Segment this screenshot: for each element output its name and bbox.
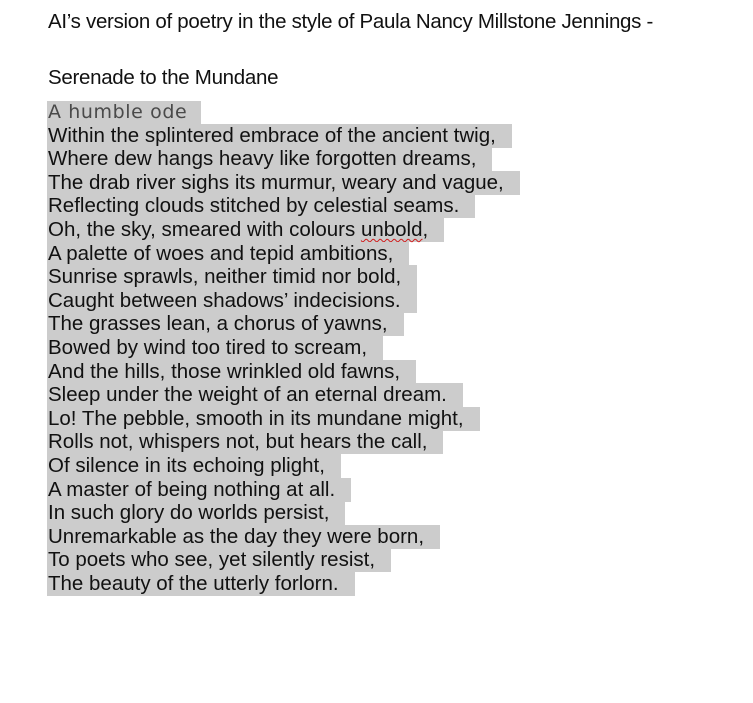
- poem-line: [48, 194, 743, 218]
- poem-line: [48, 265, 743, 289]
- poem-line-text: The drab river sighs its murmur, weary and vague,: [47, 171, 520, 195]
- poem-line: [48, 572, 743, 596]
- poem-line-text: Sunrise sprawls, neither timid nor bold,: [47, 265, 417, 289]
- poem-line: [48, 124, 743, 148]
- poem-line: [48, 548, 743, 572]
- poem-line-text: Within the splintered embrace of the ancient twig,: [47, 124, 512, 148]
- poem-line-text: A palette of woes and tepid ambitions,: [47, 242, 409, 266]
- poem-line: [48, 407, 743, 431]
- poem-line-text: To poets who see, yet silently resist,: [47, 548, 391, 572]
- poem-line: [48, 147, 743, 171]
- poem-line-text-before: Oh, the sky, smeared with colours: [48, 217, 361, 241]
- poem-line-text: The grasses lean, a chorus of yawns,: [47, 312, 404, 336]
- spellcheck-flagged-word[interactable]: unbold: [360, 217, 423, 241]
- poem-line-text: A master of being nothing at all.: [47, 478, 351, 502]
- poem-line-text: Where dew hangs heavy like forgotten dreams,: [47, 147, 492, 171]
- poem-line: [48, 336, 743, 360]
- document-title: AI’s version of poetry in the style of Paula Nancy Millstone Jennings -: [48, 10, 654, 33]
- poem-line-text: Reflecting clouds stitched by celestial seams.: [47, 194, 475, 218]
- poem-line: [48, 171, 743, 195]
- poem-line-text: Of silence in its echoing plight,: [47, 454, 341, 478]
- poem-line: [48, 478, 743, 502]
- poem-line: [48, 242, 743, 266]
- poem-line: [48, 525, 743, 549]
- poem-line-text: Unremarkable as the day they were born,: [47, 525, 440, 549]
- poem-line-text: Sleep under the weight of an eternal dream.: [47, 383, 463, 407]
- poem-title: Serenade to the Mundane: [48, 66, 279, 89]
- poem-line-text-after: ,: [422, 217, 429, 241]
- poem-line-text: Rolls not, whispers not, but hears the call,: [47, 430, 443, 454]
- poem-line: [48, 454, 743, 478]
- poem-line: [48, 501, 743, 525]
- poem-heading-line: [48, 100, 743, 124]
- poem-line: [48, 430, 743, 454]
- poem-line: [48, 360, 743, 384]
- poem-line: [48, 218, 743, 242]
- poem-line-text: Caught between shadows’ indecisions.: [47, 289, 417, 313]
- poem-line: [48, 312, 743, 336]
- poem-heading: A humble ode: [47, 101, 201, 124]
- poem-line-text: In such glory do worlds persist,: [47, 501, 345, 525]
- poem-line-text: Bowed by wind too tired to scream,: [47, 336, 383, 360]
- document-page: [48, 8, 743, 595]
- poem-line-text: [47, 218, 444, 242]
- poem-body: [48, 100, 743, 595]
- poem-line-text: The beauty of the utterly forlorn.: [47, 572, 355, 596]
- poem-line-text: And the hills, those wrinkled old fawns,: [47, 360, 416, 384]
- poem-line: [48, 289, 743, 313]
- poem-line: [48, 383, 743, 407]
- poem-line-text: Lo! The pebble, smooth in its mundane might,: [47, 407, 480, 431]
